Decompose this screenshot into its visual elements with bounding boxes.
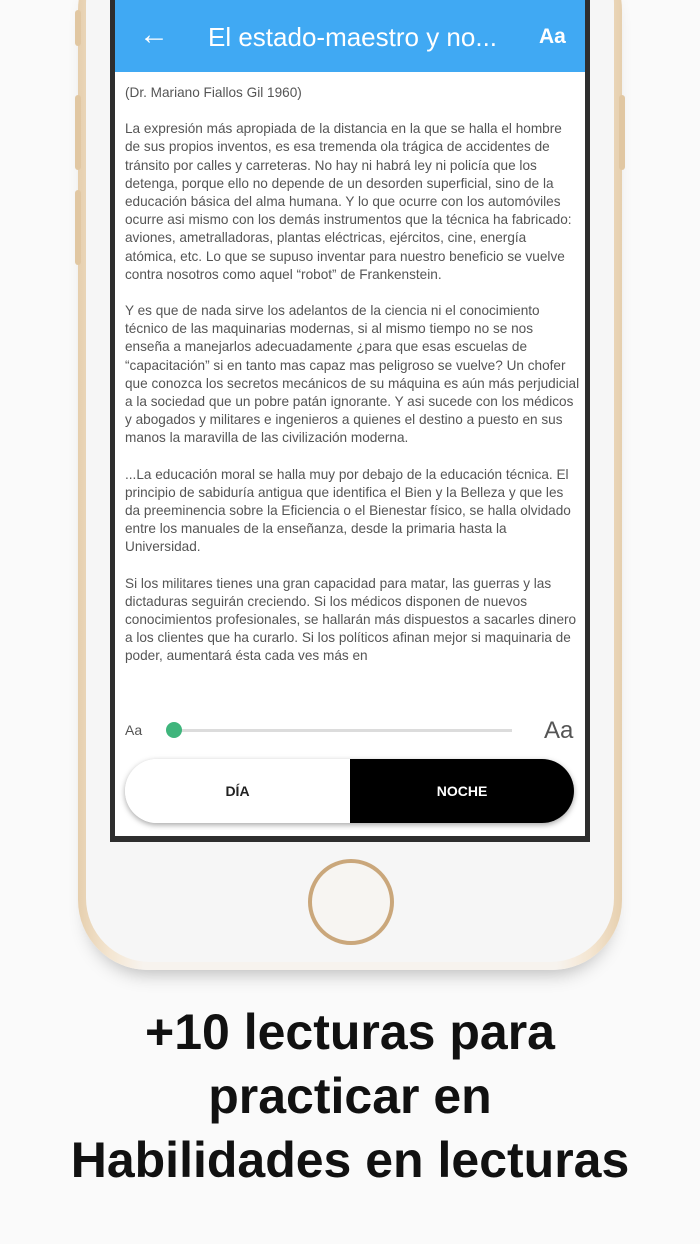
- day-mode-button[interactable]: DÍA: [125, 759, 350, 823]
- caption-line: +10 lecturas para: [145, 1004, 555, 1060]
- arrow-left-icon[interactable]: ←: [139, 18, 169, 51]
- caption-line: practicar en: [208, 1068, 492, 1124]
- font-size-slider-knob[interactable]: [166, 722, 182, 738]
- font-size-small-label: Aa: [125, 722, 143, 738]
- reading-text: [125, 84, 580, 700]
- font-size-slider-row: [115, 712, 585, 750]
- caption-line: Habilidades en lecturas: [70, 1132, 630, 1188]
- volume-button-left: [75, 10, 81, 46]
- volume-button-left-2: [75, 95, 81, 170]
- paragraph: La expresión más apropiada de la distancia en la que se halla el hombre de sus propios inventos, es esa tremenda ola trágica de accidentes de tránsito por calles y carreteras. No hay ni habrá ley ni policía que los detenga, porque ello no depende de un desorden superficial, sino de la educación básica del alma humana. Y lo que ocurre con los automóviles ocurre asi mismo con los demás instrumentos que la técnica ha fabricado: aviones, ametralladoras, plantas eléctricas, ejércitos, cine, energía atómica, etc. Lo que se supuso inventar para nuestro beneficio se vuelve contra nosotros como aquel “robot” de Frankenstein.: [125, 121, 572, 282]
- font-size-large-label: Aa: [544, 717, 574, 744]
- app-screen: [115, 0, 585, 836]
- font-size-slider-track[interactable]: [174, 729, 512, 732]
- paragraph: Y es que de nada sirve los adelantos de la ciencia ni el conocimiento técnico de las maquinarias modernas, si al mismo tiempo no se nos enseña a manejarlos adecuadamente ¿para que esas escuelas de “capacitación” si en tanto mas capaz mas peligroso se vuelve? Un chofer que conozca los secretos mecánicos de su máquina es aún más perjudicial a la sociedad que un pobre patán ignorante. Y asi sucede con los médicos y abogados y militares e ingenieros a quienes el destino a puesto en sus manos la maravilla de las civilización moderna.: [125, 303, 580, 446]
- power-button-right: [619, 95, 625, 170]
- author-line: (Dr. Mariano Fiallos Gil 1960): [125, 85, 302, 100]
- home-button[interactable]: [308, 859, 394, 945]
- paragraph: ...La educación moral se halla muy por debajo de la educación técnica. El principio de sabiduría antigua que identifica el Bien y la Belleza y que les da preeminencia sobre la Eficiencia o el Bienestar físico, se halla olvidado entre los manuales de la enseñanza, desde la primaria hasta la Universidad.: [125, 466, 571, 555]
- font-settings-button[interactable]: Aa: [539, 25, 566, 48]
- app-bar: [115, 0, 585, 72]
- volume-button-left-3: [75, 190, 81, 265]
- page-title: El estado-maestro y no...: [208, 22, 498, 52]
- night-mode-button[interactable]: NOCHE: [350, 759, 574, 823]
- paragraph: Si los militares tienes una gran capacidad para matar, las guerras y las dictaduras seguirán creciendo. Si los médicos disponen de nuevos conocimientos profesionales, se hallarán más dispuestos a sacarles dinero a los clientes que ha curarlo. Si los políticos afinan mejor si maquinaria de poder, aumentará ésta cada ves más en: [125, 575, 577, 664]
- promo-caption: [0, 1000, 700, 1192]
- theme-toggle: [125, 759, 574, 823]
